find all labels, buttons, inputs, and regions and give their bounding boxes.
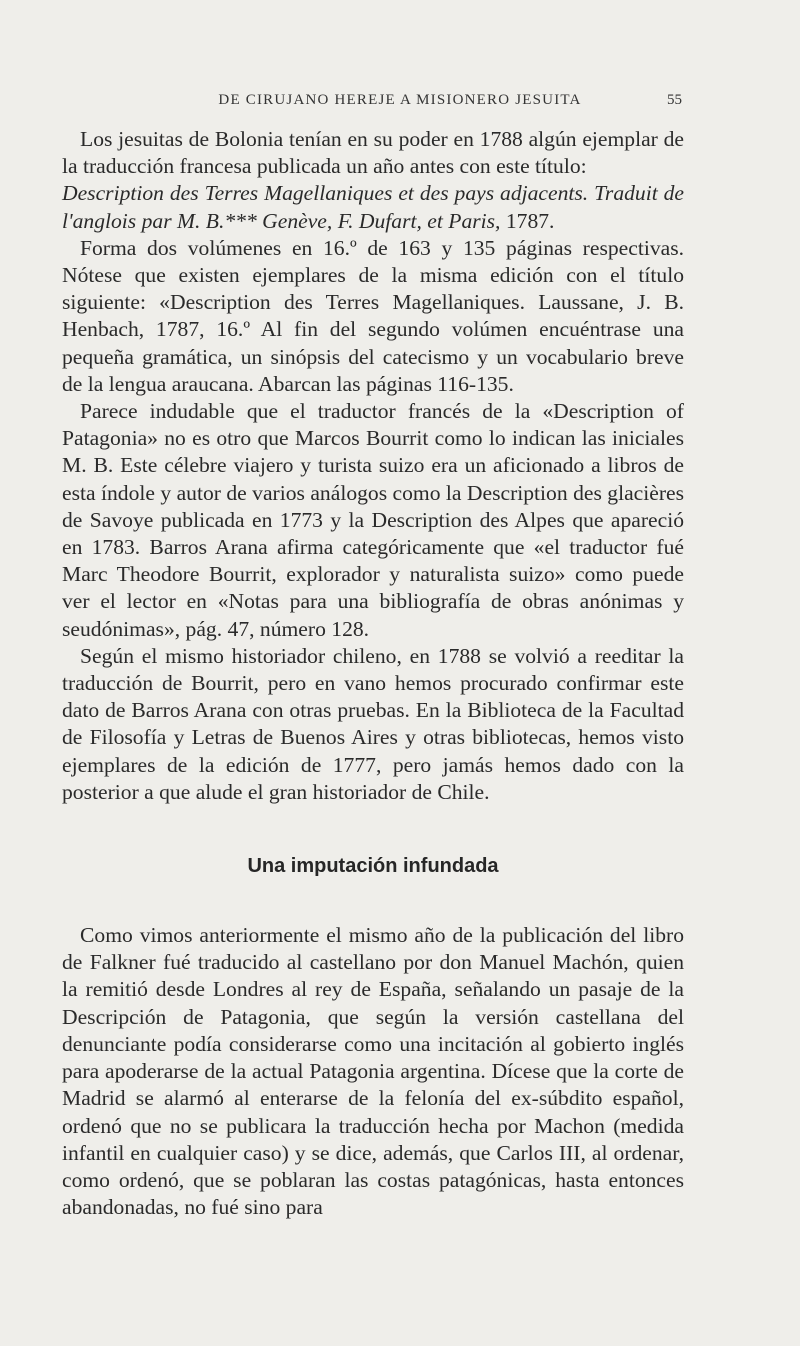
paragraph-translator: Parece indudable que el traductor francés de la «Description of Patagonia» no es otro que Marcos Bourrit como lo indican las iniciales M. B. Este célebre viajero y turista suizo era un aficionado a libros de esta índole y autor de varios análogos como la Description des glacières de Savoye publicada en 1773 y la Description des Alpes que apareció en 1783. Barros Arana afirma categóricamente que «el traductor fué Marc Theodore Bourrit, explorador y naturalista suizo» como puede ver el lector en «Notas para una bibliografía de obras anónimas y seudónimas», pág. 47, número 128.	[62, 399, 684, 641]
book-title-year: 1787.	[500, 208, 555, 233]
paragraph-reedition: Según el mismo historiador chileno, en 1788 se volvió a reeditar la traducción de Bourrit, pero en vano hemos procurado confirmar este dato de Barros Arana con otras pruebas. En la Biblioteca de la Facultad de Filosofía y Letras de Buenos Aires y otras bibliotecas, hemos visto ejemplares de la edición de 1777, pero jamás hemos dado con la posterior a que alude el gran historiador de Chile.	[62, 643, 684, 804]
paragraph-volumes: Forma dos volúmenes en 16.º de 163 y 135 páginas respectivas. Nótese que existen ejemplares de la misma edición con el título siguiente: «Description des Terres Magellaniques. Laussane, J. B. Henbach, 1787, 16.º Al fin del segundo volúmen encuéntrase una pequeña gramática, un sinópsis del catecismo y un vocabulario breve de la lengua araucana. Abarcan las páginas 116-135.	[62, 235, 684, 396]
body-text	[62, 126, 684, 1221]
page-number: 55	[667, 92, 682, 108]
book-title-italic: Description des Terres Magellaniques et des pays adjacents. Traduit de l'anglois par M. B.*** Genève, F. Dufart, et Paris,	[62, 181, 684, 233]
paragraph-book-title	[62, 180, 684, 234]
section-heading: Una imputación infundada	[247, 855, 499, 878]
paragraph-intro: Los jesuitas de Bolonia tenían en su poder en 1788 algún ejemplar de la traducción francesa publicada un año antes con este título:	[62, 127, 684, 179]
running-head: DE CIRUJANO HEREJE A MISIONERO JESUITA	[218, 92, 582, 108]
paragraph-machon: Como vimos anteriormente el mismo año de la publicación del libro de Falkner fué traducido al castellano por don Manuel Machón, quien la remitió desde Londres al rey de España, señalando un pasaje de la Descripción de Patagonia, que según la versión castellana del denunciante podía considerarse como una incitación al gobierto inglés para apoderarse de la actual Patagonia argentina. Dícese que la corte de Madrid se alarmó al enterarse de la felonía del ex-súbdito español, ordenó que no se publicara la traducción hecha por Machon (medida infantil en cualquier caso) y se dice, además, que Carlos III, al ordenar, como ordenó, que se poblaran las costas patagónicas, hasta entonces abandonadas, no fué sino para	[62, 923, 684, 1220]
